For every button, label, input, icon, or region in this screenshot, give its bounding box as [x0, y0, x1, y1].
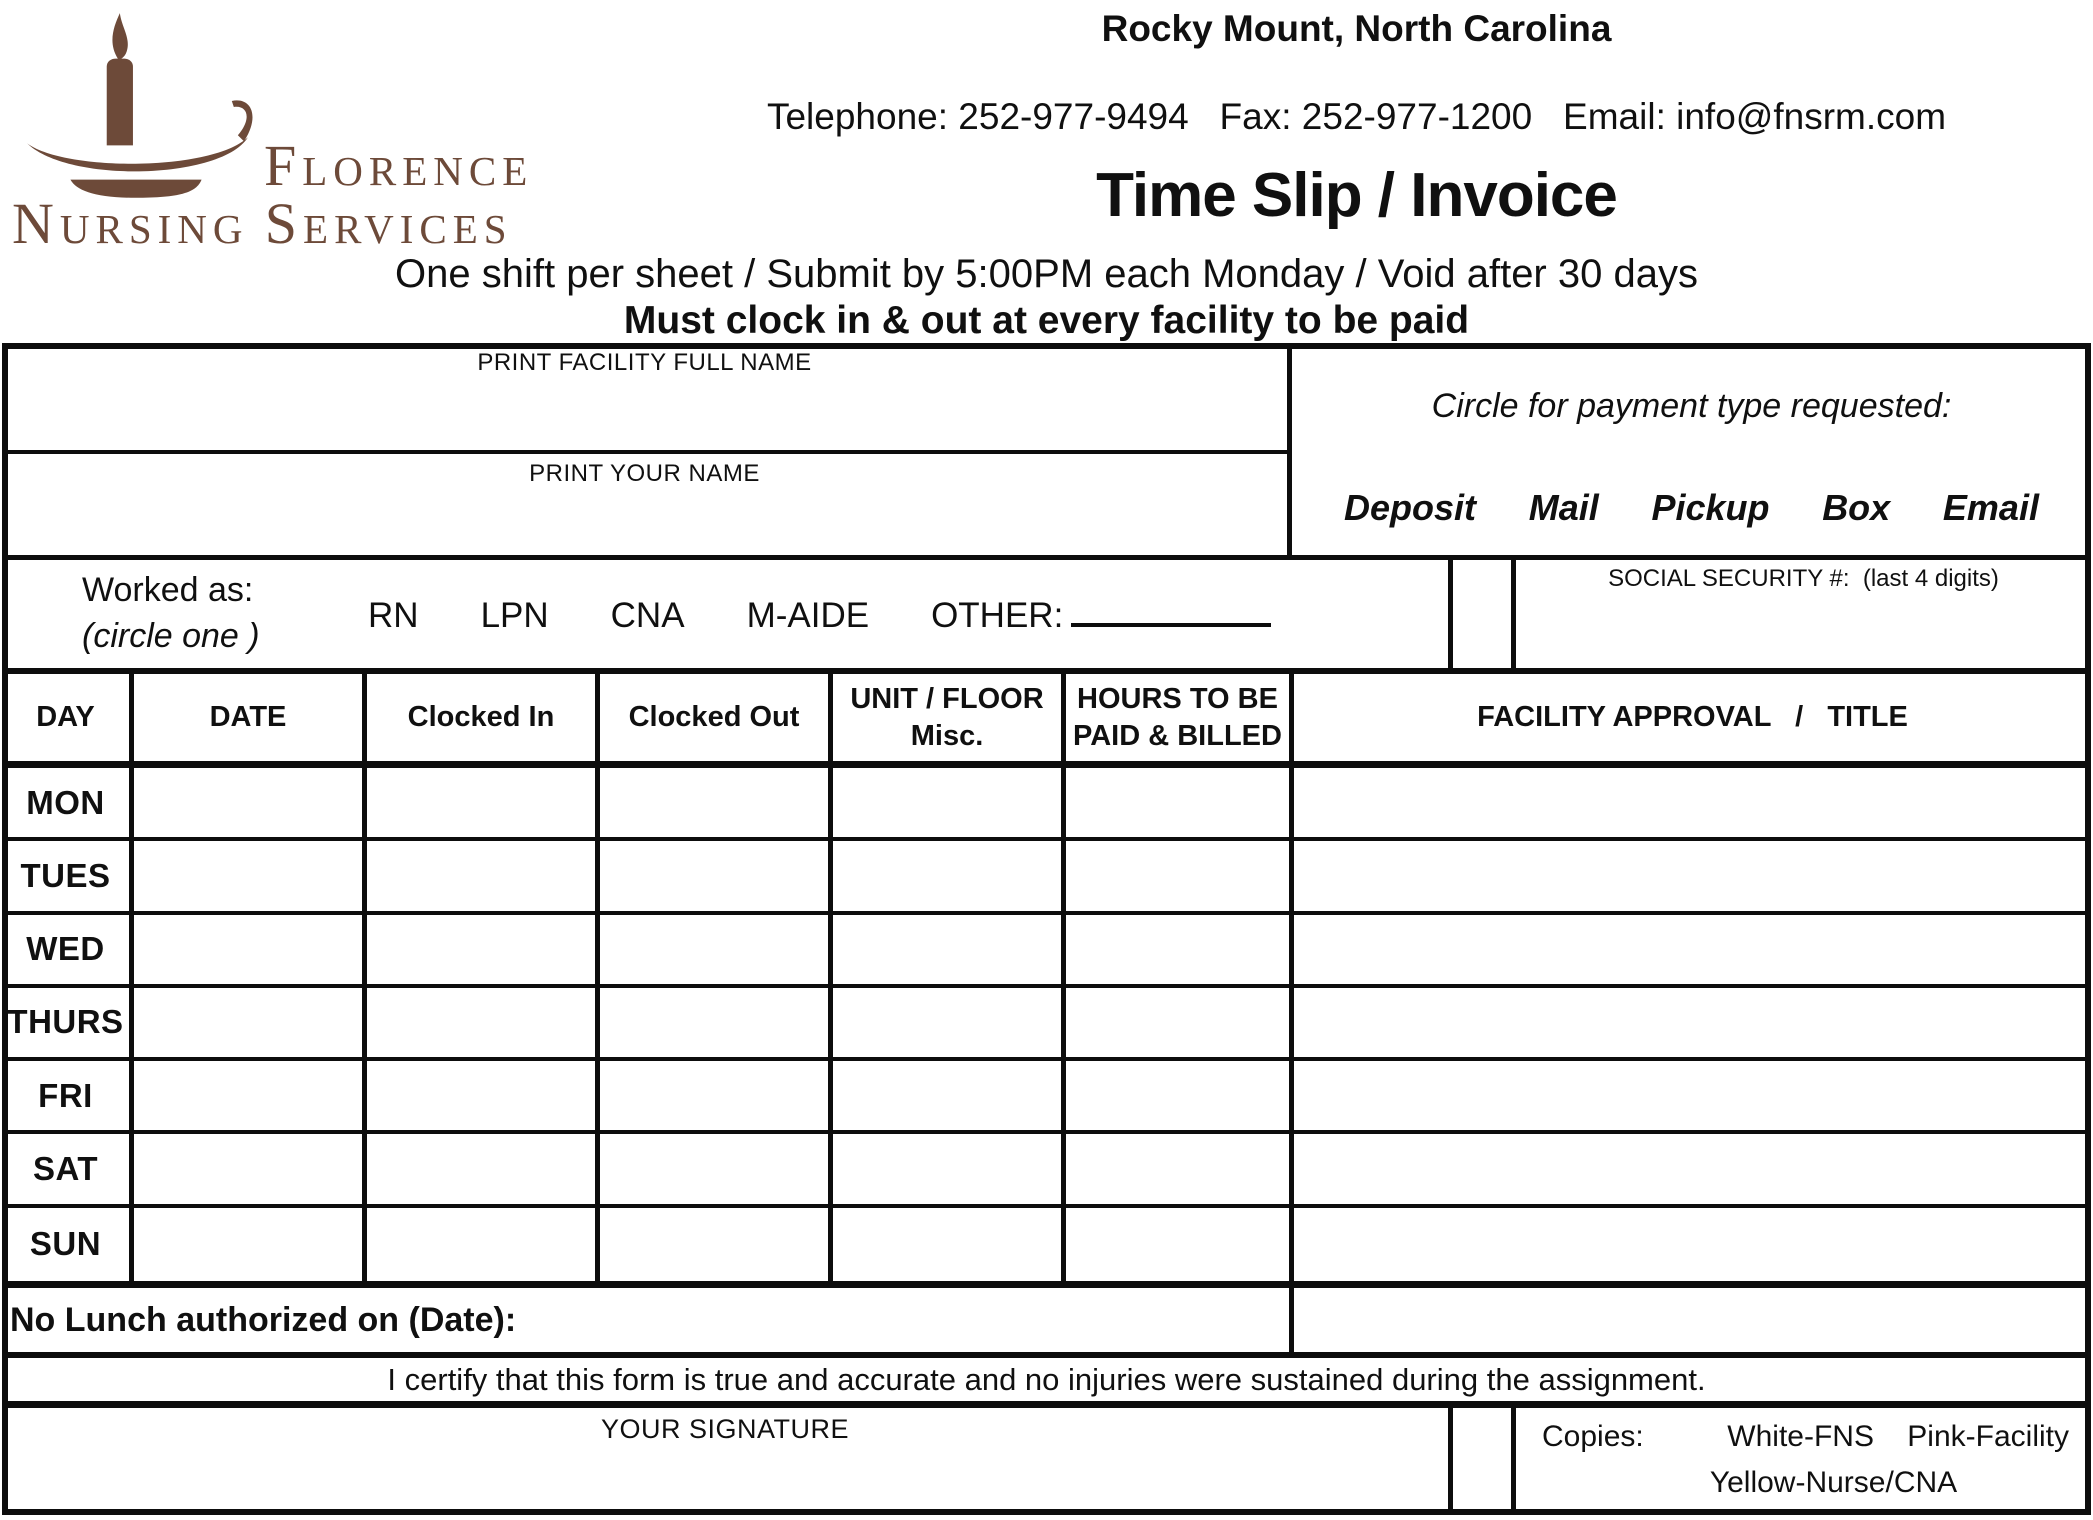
certification-statement: I certify that this form is true and accurate and no injuries were sustained during the assignment. — [2, 1358, 2091, 1408]
cell-tues-date[interactable] — [134, 841, 367, 914]
day-label-sat: SAT — [2, 1134, 134, 1207]
your-name-label: PRINT YOUR NAME — [529, 460, 760, 487]
cell-mon-hours[interactable] — [1066, 768, 1294, 841]
cell-fri-unit-floor[interactable] — [833, 1061, 1066, 1134]
cell-mon-clocked-in[interactable] — [367, 768, 600, 841]
signature-box — [2, 1408, 1453, 1515]
cell-mon-date[interactable] — [134, 768, 367, 841]
day-label-mon: MON — [2, 768, 134, 841]
copies-label: Copies: — [1542, 1420, 1644, 1453]
oil-lamp-candle-icon — [22, 10, 254, 206]
payment-options — [1344, 487, 2039, 529]
cell-wed-clocked-out[interactable] — [600, 915, 833, 988]
day-label-wed: WED — [2, 915, 134, 988]
payment-option-pickup[interactable]: Pickup — [1651, 487, 1770, 528]
header-clocked-out: Clocked Out — [600, 674, 833, 768]
copies-items: White-FNS Pink-Facility — [1727, 1420, 2069, 1453]
day-label-sun: SUN — [2, 1208, 134, 1281]
cell-mon-unit-floor[interactable] — [833, 768, 1066, 841]
your-name-box — [2, 454, 1292, 560]
header-right-block — [620, 0, 2093, 231]
cell-sat-clocked-out[interactable] — [600, 1134, 833, 1207]
worked-as-option-cna[interactable]: CNA — [610, 595, 685, 635]
cell-wed-date[interactable] — [134, 915, 367, 988]
no-lunch-date-input-area[interactable] — [516, 1288, 1289, 1352]
worked-as-option-rn[interactable]: RN — [368, 595, 419, 635]
no-lunch-right-cell[interactable] — [1294, 1281, 2091, 1358]
company-contact: Telephone: 252-977-9494 Fax: 252-977-1200 Email: info@fnsrm.com — [766, 96, 1947, 137]
signature-label: YOUR SIGNATURE — [600, 1414, 850, 1444]
circle-one-label: (circle one ) — [82, 617, 260, 655]
ssn-label: SOCIAL SECURITY #: (last 4 digits) — [1608, 565, 1999, 592]
cell-fri-facility-approval[interactable] — [1294, 1061, 2091, 1134]
facility-name-label: PRINT FACILITY FULL NAME — [477, 349, 812, 376]
payment-option-mail[interactable]: Mail — [1528, 487, 1599, 528]
your-name-input-area[interactable] — [2, 490, 1287, 555]
logo-word-florence: FLORENCE — [264, 133, 534, 198]
header-day: DAY — [2, 674, 134, 768]
cell-tues-unit-floor[interactable] — [833, 841, 1066, 914]
cell-mon-facility-approval[interactable] — [1294, 768, 2091, 841]
cell-sun-hours[interactable] — [1066, 1208, 1294, 1281]
header-unit-floor: UNIT / FLOOR Misc. — [833, 674, 1066, 768]
cell-sun-unit-floor[interactable] — [833, 1208, 1066, 1281]
copies-box — [1511, 1408, 2091, 1515]
cell-wed-hours[interactable] — [1066, 915, 1294, 988]
cell-sun-clocked-in[interactable] — [367, 1208, 600, 1281]
cell-thurs-hours[interactable] — [1066, 988, 1294, 1061]
day-label-fri: FRI — [2, 1061, 134, 1134]
cell-thurs-clocked-out[interactable] — [600, 988, 833, 1061]
company-logo — [8, 4, 568, 254]
clock-in-notice: Must clock in & out at every facility to be paid — [623, 299, 1470, 342]
cell-sat-clocked-in[interactable] — [367, 1134, 600, 1207]
cell-sat-unit-floor[interactable] — [833, 1134, 1066, 1207]
day-grid — [2, 674, 2091, 1281]
header-clocked-in: Clocked In — [367, 674, 600, 768]
ssn-input-area[interactable] — [1516, 596, 2091, 668]
payment-option-box[interactable]: Box — [1822, 487, 1891, 528]
cell-sun-clocked-out[interactable] — [600, 1208, 833, 1281]
worked-as-option-lpn[interactable]: LPN — [480, 595, 549, 635]
cell-tues-clocked-out[interactable] — [600, 841, 833, 914]
cell-sat-date[interactable] — [134, 1134, 367, 1207]
header-hours: HOURS TO BE PAID & BILLED — [1066, 674, 1294, 768]
worked-as-label-block — [2, 568, 332, 660]
facility-name-input-area[interactable] — [2, 379, 1287, 450]
facility-name-box — [2, 343, 1292, 454]
cell-tues-clocked-in[interactable] — [367, 841, 600, 914]
no-lunch-box — [2, 1281, 1294, 1358]
no-lunch-label: No Lunch authorized on (Date): — [10, 1300, 517, 1339]
cell-tues-hours[interactable] — [1066, 841, 1294, 914]
payment-option-deposit[interactable]: Deposit — [1344, 487, 1477, 528]
signature-input-area[interactable] — [2, 1444, 1448, 1515]
cell-sat-facility-approval[interactable] — [1294, 1134, 2091, 1207]
company-location: Rocky Mount, North Carolina — [1101, 8, 1612, 49]
cell-sun-date[interactable] — [134, 1208, 367, 1281]
cell-wed-clocked-in[interactable] — [367, 915, 600, 988]
cell-fri-clocked-in[interactable] — [367, 1061, 600, 1134]
cell-wed-unit-floor[interactable] — [833, 915, 1066, 988]
worked-as-label: Worked as: — [82, 571, 254, 610]
cell-mon-clocked-out[interactable] — [600, 768, 833, 841]
worked-as-option-maide[interactable]: M-AIDE — [746, 595, 870, 635]
payment-option-email[interactable]: Email — [1942, 487, 2039, 528]
cell-thurs-facility-approval[interactable] — [1294, 988, 2091, 1061]
page-title: Time Slip / Invoice — [1096, 161, 1617, 230]
day-label-tues: TUES — [2, 841, 134, 914]
copies-line2: Yellow-Nurse/CNA — [1709, 1466, 1958, 1499]
ssn-gap-cell — [1453, 560, 1511, 674]
cell-fri-clocked-out[interactable] — [600, 1061, 833, 1134]
day-label-thurs: THURS — [2, 988, 134, 1061]
payment-prompt: Circle for payment type requested: — [1431, 387, 1952, 425]
payment-type-box — [1292, 343, 2091, 560]
worked-as-options — [368, 593, 1271, 636]
cell-thurs-unit-floor[interactable] — [833, 988, 1066, 1061]
header-date: DATE — [134, 674, 367, 768]
cell-thurs-date[interactable] — [134, 988, 367, 1061]
cell-wed-facility-approval[interactable] — [1294, 915, 2091, 988]
cell-thurs-clocked-in[interactable] — [367, 988, 600, 1061]
worked-as-other — [931, 593, 1271, 636]
cell-sat-hours[interactable] — [1066, 1134, 1294, 1207]
other-input-line[interactable] — [1071, 593, 1271, 627]
submission-instructions: One shift per sheet / Submit by 5:00PM each Monday / Void after 30 days — [395, 252, 1698, 296]
cell-fri-hours[interactable] — [1066, 1061, 1294, 1134]
ssn-box — [1511, 560, 2091, 674]
copies-line1 — [1542, 1420, 2069, 1454]
cell-fri-date[interactable] — [134, 1061, 367, 1134]
cell-sun-facility-approval[interactable] — [1294, 1208, 2091, 1281]
worked-as-box — [2, 560, 1453, 674]
cell-tues-facility-approval[interactable] — [1294, 841, 2091, 914]
other-label: OTHER: — [931, 595, 1064, 635]
header-facility-approval: FACILITY APPROVAL / TITLE — [1294, 674, 2091, 768]
logo-words-nursing-services: NURSING SERVICES — [12, 191, 513, 256]
